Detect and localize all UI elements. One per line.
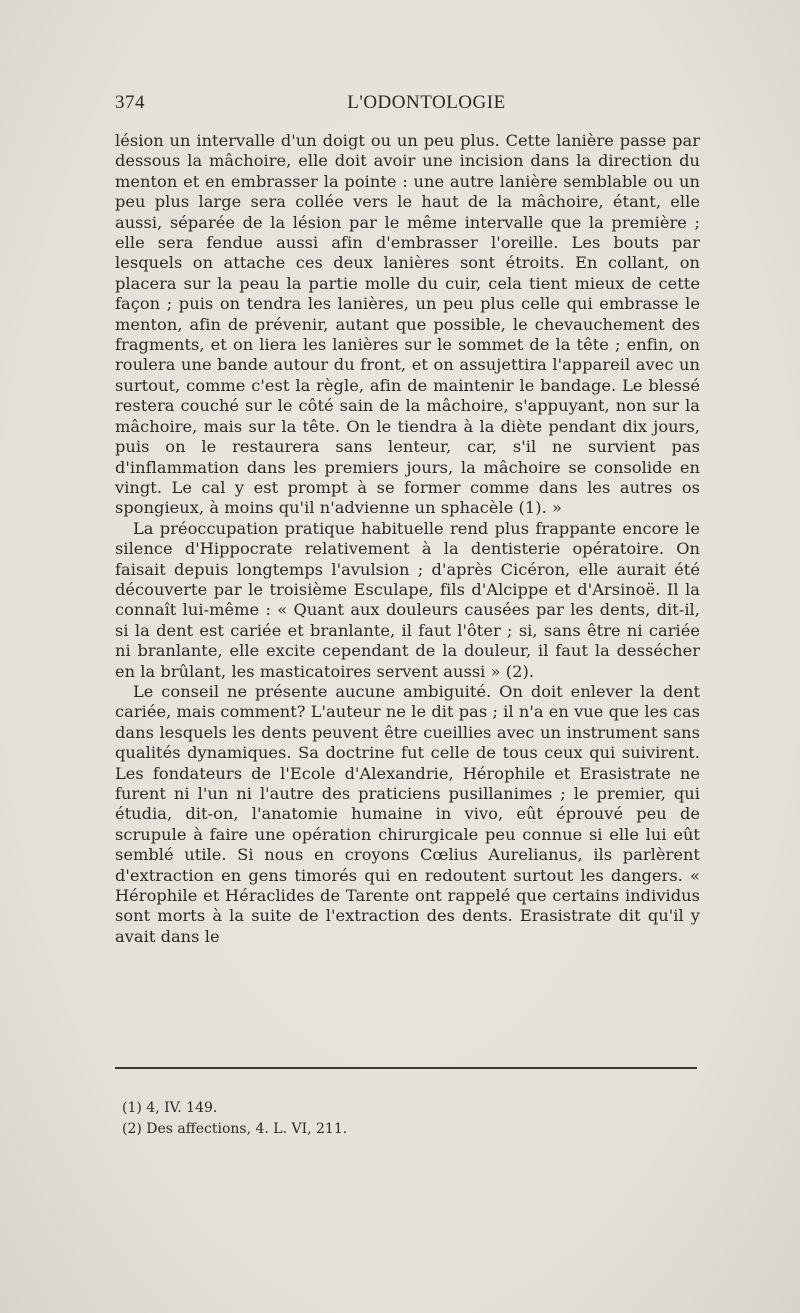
running-head	[115, 92, 700, 118]
paragraph-conseil: Le conseil ne présente aucune ambiguité. On doit enlever la dent cariée, mais comment? L'auteur ne le dit pas ; il n'a en vue que les cas dans lesquels les dents peuvent être cueillies avec un instrument sans qualités dynamiques. Sa doctrine fut celle de tous ceux qui suivirent. Les fondateurs de l'Ecole d'Alexandrie, Hérophile et Erasistrate ne furent ni l'un ni l'autre des praticiens pusillanimes ; le premier, qui étudia, dit-on, l'anatomie humaine in vivo, eût éprouvé peu de scrupule à faire une opération chirurgicale peu connue si elle lui eût semblé utile. Si nous en croyons Cœlius Aurelianus, ils parlèrent d'extraction en gens timorés qui en redoutent surtout les dangers. « Hérophile et Héraclides de Tarente ont rappelé que certains individus sont morts à la suite de l'extraction des dents. Erasistrate dit qu'il y avait dans le	[115, 681, 700, 946]
footnote-2: (2) Des affections, 4. L. VI, 211.	[122, 1121, 348, 1137]
paragraph-hippocrate: La préoccupation pratique habituelle rend plus frappante encore le silence d'Hippocrate relativement à la dentisterie opératoire. On faisait depuis longtemps l'avulsion ; d'après Cicéron, elle aurait été découverte par le troisième Esculape, fils d'Alcippe et d'Arsinoë. Il la connaît lui-même : « Quant aux douleurs causées par les dents, dit-il, si la dent est cariée et branlante, il faut l'ôter ; si, sans être ni cariée ni branlante, elle excite cependant de la douleur, il faut la dessécher en la brûlant, les masticatoires servent aussi » (2).	[115, 518, 700, 681]
journal-title: L'ODONTOLOGIE	[347, 92, 506, 113]
footnotes	[122, 1098, 682, 1140]
paragraph-continuation: lésion un intervalle d'un doigt ou un peu plus. Cette lanière passe par dessous la mâchoire, elle doit avoir une incision dans la direction du menton et en embrasser la pointe : une autre lanière semblable ou un peu plus large sera collée vers le haut de la mâchoire, étant, elle aussi, séparée de la lésion par le même intervalle que la première ; elle sera fendue aussi afin d'embrasser l'oreille. Les bouts par lesquels on attache ces deux lanières sont étroits. En collant, on placera sur la peau la partie molle du cuir, cela tient mieux de cette façon ; puis on tendra les lanières, un peu plus celle qui embrasse le menton, afin de prévenir, autant que possible, le chevauchement des fragments, et on liera les lanières sur le sommet de la tête ; enfin, on roulera une bande autour du front, et on assujettira l'appareil avec un surtout, comme c'est la règle, afin de maintenir le bandage. Le blessé restera couché sur le côté sain de la mâchoire, s'appuyant, non sur la mâchoire, mais sur la tête. On le tiendra à la diète pendant dix jours, puis on le restaurera sans lenteur, car, s'il ne survient pas d'inflammation dans les premiers jours, la mâchoire se consolide en vingt. Le cal y est prompt à se former comme dans les autres os spongieux, à moins qu'il n'advienne un sphacèle (1). »	[115, 131, 700, 518]
body-text	[115, 131, 700, 947]
footnote-separator	[115, 1067, 697, 1069]
footnote-1: (1) 4, IV. 149.	[122, 1100, 218, 1116]
page-number: 374	[115, 92, 145, 113]
